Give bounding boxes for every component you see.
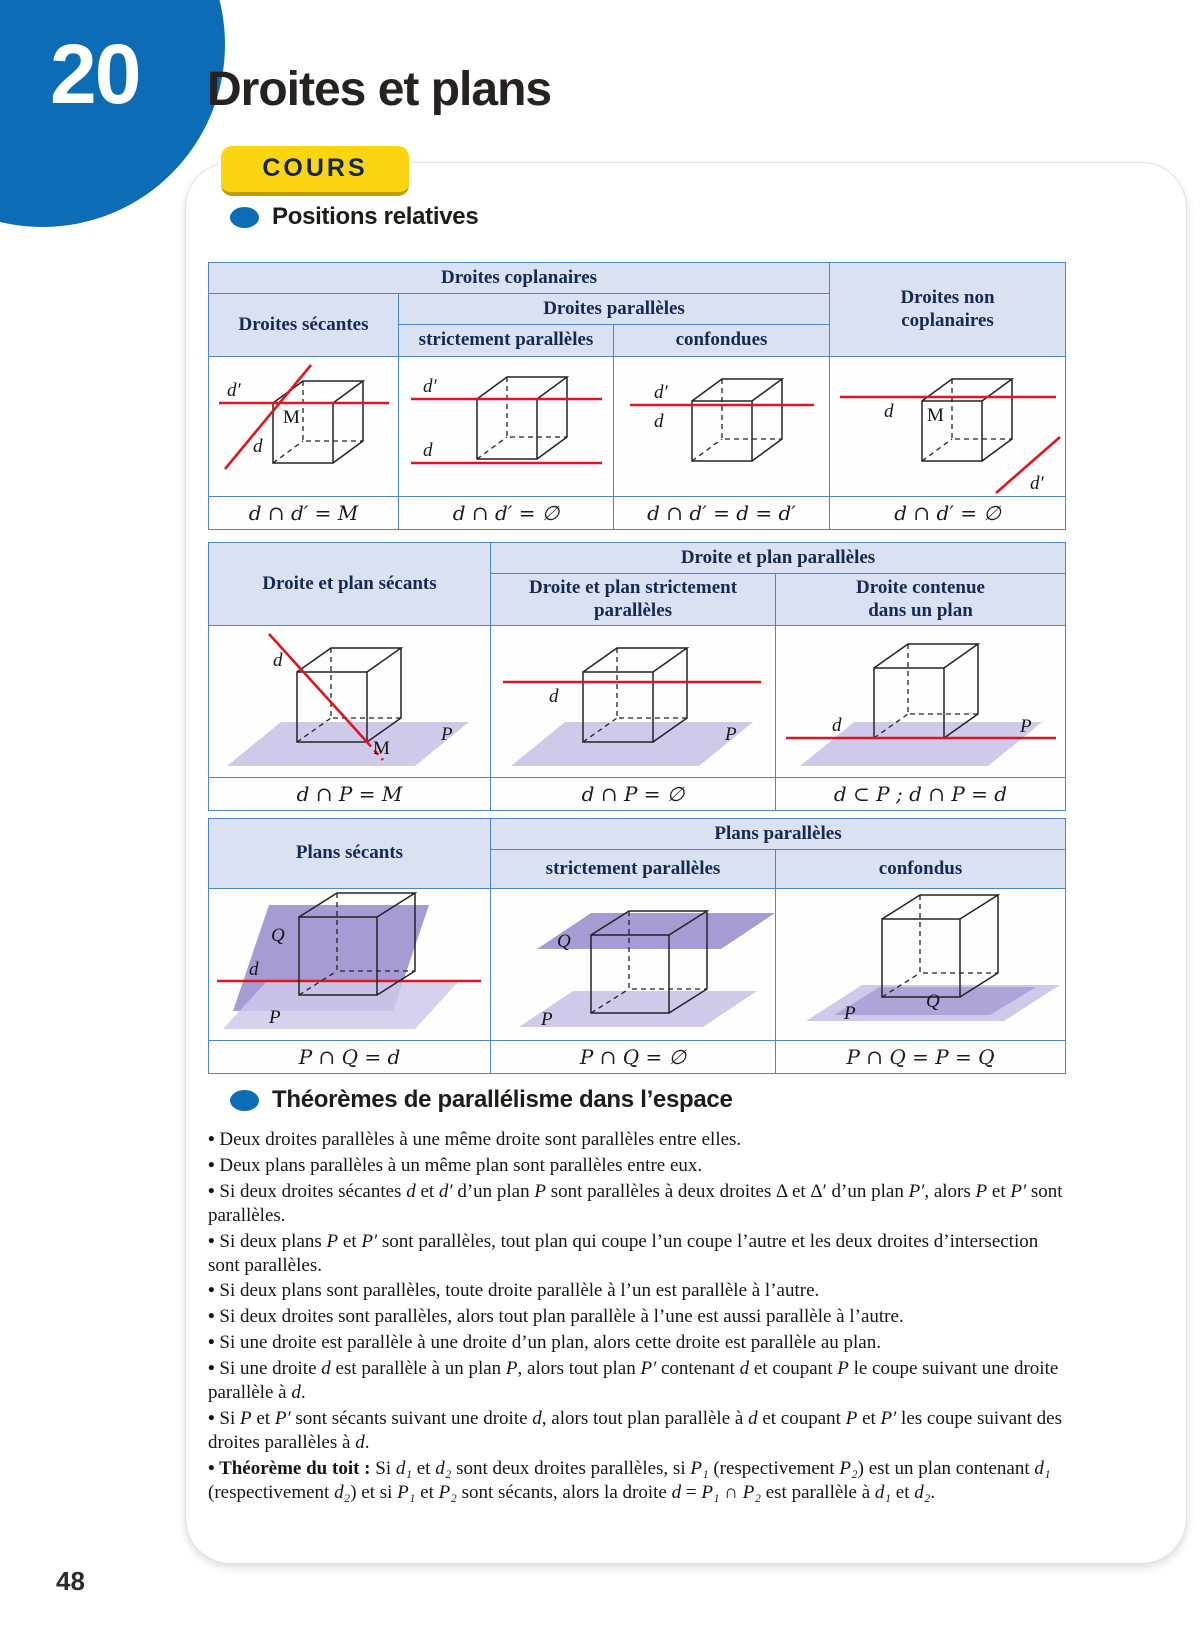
page-title: Droites et plans	[207, 63, 552, 116]
diagram-droite-contenue	[778, 628, 1064, 776]
section-bullet-icon	[230, 207, 259, 228]
header-droites-coplanaires: Droites coplanaires	[209, 263, 830, 294]
theorem-item: • Deux droites parallèles à une même droite sont parallèles entre elles.	[208, 1128, 1064, 1152]
formula-plans-secants: P ∩ Q = d	[209, 1041, 491, 1074]
page-number: 48	[56, 1566, 85, 1596]
label-d: d	[883, 400, 894, 422]
label-d: d	[422, 439, 432, 461]
section-title: Positions relatives	[272, 203, 479, 230]
cell-diagram-non-coplanaires	[830, 357, 1066, 497]
label-d-prime: d′	[226, 379, 241, 401]
label-Q: Q	[556, 930, 571, 952]
label-d: d	[272, 649, 282, 671]
theorem-item: • Si une droite d est parallèle à un plan P, alors tout plan P′ contenant d et coupant P le coupe suivant une droite parallèle à d.	[208, 1357, 1064, 1405]
formula-droite-contenue: d ⊂ P ; d ∩ P = d	[776, 778, 1066, 811]
cell-diagram-plans-secants	[209, 889, 491, 1041]
theorem-item: • Théorème du toit : Si d₁ et d₂ sont deux droites parallèles, si P₁ (respectivement P₂) est un plan contenant d₁ (respectivement d₂) et si P₁ et P₂ sont sécants, alors la droite d = P₁ ∩ P₂ est parallèle à d₁ et d₂.	[208, 1457, 1064, 1505]
label-P: P	[540, 1008, 553, 1030]
label-P: P	[268, 1006, 281, 1028]
label-M: M	[372, 737, 390, 759]
header-droite-contenue: Droite contenue dans un plan	[776, 574, 1066, 626]
label-Q: Q	[270, 924, 285, 946]
header-droites-non-coplanaires: Droites non coplanaires	[830, 263, 1066, 357]
label-d: d	[653, 410, 663, 432]
cell-diagram-droite-plan-secants	[209, 626, 491, 778]
label-d: d	[248, 958, 258, 980]
section-positions-relatives	[230, 203, 478, 231]
label-d-prime: d′	[1029, 472, 1044, 494]
formula-plans-confondus: P ∩ Q = P = Q	[776, 1041, 1066, 1074]
cell-diagram-confondues	[614, 357, 830, 497]
theorem-item: • Si deux plans sont parallèles, toute droite parallèle à l’un est parallèle à l’autre.	[208, 1279, 1064, 1303]
cell-diagram-plans-confondus	[776, 889, 1066, 1041]
formula-droite-plan-strictement: d ∩ P = ∅	[491, 778, 776, 811]
formula-non-coplanaires: d ∩ d′ = ∅	[830, 497, 1066, 530]
header-droite-plan-strictement: Droite et plan strictement parallèles	[491, 574, 776, 626]
theorem-item: • Si deux plans P et P′ sont parallèles, tout plan qui coupe l’un coupe l’autre et les deux droites d’intersection sont parallèles.	[208, 1230, 1064, 1278]
diagram-plans-confondus	[778, 891, 1064, 1039]
label-P: P	[724, 723, 737, 745]
diagram-droites-confondues	[616, 359, 828, 495]
formula-strictement-paralleles: d ∩ d′ = ∅	[399, 497, 614, 530]
formula-secantes: d ∩ d′ = M	[209, 497, 399, 530]
formula-confondues: d ∩ d′ = d = d′	[614, 497, 830, 530]
table-droites	[208, 262, 1066, 530]
cell-diagram-secantes	[209, 357, 399, 497]
label-P: P	[843, 1002, 856, 1024]
formula-droite-plan-secants: d ∩ P = M	[209, 778, 491, 811]
cell-diagram-strictement-paralleles	[399, 357, 614, 497]
table-plans	[208, 818, 1066, 1074]
header-droite-plan-secants: Droite et plan sécants	[209, 543, 491, 626]
header-droites-paralleles: Droites parallèles	[399, 294, 830, 325]
cell-diagram-plans-strictement	[491, 889, 776, 1041]
header-confondues: confondues	[614, 325, 830, 357]
cell-diagram-droite-plan-strictement	[491, 626, 776, 778]
chapter-number: 20	[50, 27, 140, 121]
header-plans-strictement: strictement parallèles	[491, 850, 776, 889]
header-droite-plan-paralleles: Droite et plan parallèles	[491, 543, 1066, 574]
label-d-prime: d′	[653, 381, 668, 403]
diagram-droites-secantes	[211, 359, 397, 495]
theorem-item: • Si P et P′ sont sécants suivant une droite d, alors tout plan parallèle à d et coupant P et P′ les coupe suivant des droites parallèles à d.	[208, 1407, 1064, 1455]
table-droite-plan	[208, 542, 1066, 811]
label-Q: Q	[925, 990, 940, 1012]
header-strictement-paralleles: strictement parallèles	[399, 325, 614, 357]
header-droites-secantes: Droites sécantes	[209, 294, 399, 357]
header-plans-confondus: confondus	[776, 850, 1066, 889]
section-title: Théorèmes de parallélisme dans l’espace	[272, 1086, 733, 1113]
section-bullet-icon	[230, 1090, 259, 1111]
diagram-plans-secants	[211, 891, 489, 1039]
label-d: d	[548, 685, 558, 707]
header-plans-secants: Plans sécants	[209, 819, 491, 889]
theorem-item: • Deux plans parallèles à un même plan sont parallèles entre eux.	[208, 1154, 1064, 1178]
theorem-list	[208, 1128, 1064, 1507]
diagram-droites-strictement-paralleles	[401, 359, 612, 495]
header-plans-paralleles: Plans parallèles	[491, 819, 1066, 850]
theorem-item: • Si deux droites sont parallèles, alors tout plan parallèle à l’une est aussi parallèle à l’autre.	[208, 1305, 1064, 1329]
diagram-plans-strictement	[493, 891, 774, 1039]
theorem-item: • Si deux droites sécantes d et d′ d’un plan P sont parallèles à deux droites Δ et Δ′ d’un plan P′, alors P et P′ sont parallèles.	[208, 1180, 1064, 1228]
label-d: d	[252, 435, 262, 457]
section-theoremes	[230, 1086, 733, 1114]
diagram-droites-non-coplanaires	[832, 359, 1064, 495]
cours-badge: COURS	[221, 146, 409, 196]
cell-diagram-droite-contenue	[776, 626, 1066, 778]
label-P: P	[1019, 715, 1032, 737]
theorem-item: • Si une droite est parallèle à une droite d’un plan, alors cette droite est parallèle au plan.	[208, 1331, 1064, 1355]
diagram-droite-plan-strictement	[493, 628, 774, 776]
label-d-prime: d′	[422, 375, 437, 397]
label-P: P	[440, 723, 453, 745]
label-M: M	[282, 406, 300, 428]
label-M: M	[926, 404, 944, 426]
formula-plans-strictement: P ∩ Q = ∅	[491, 1041, 776, 1074]
diagram-droite-plan-secants	[211, 628, 489, 776]
label-d: d	[831, 714, 841, 736]
